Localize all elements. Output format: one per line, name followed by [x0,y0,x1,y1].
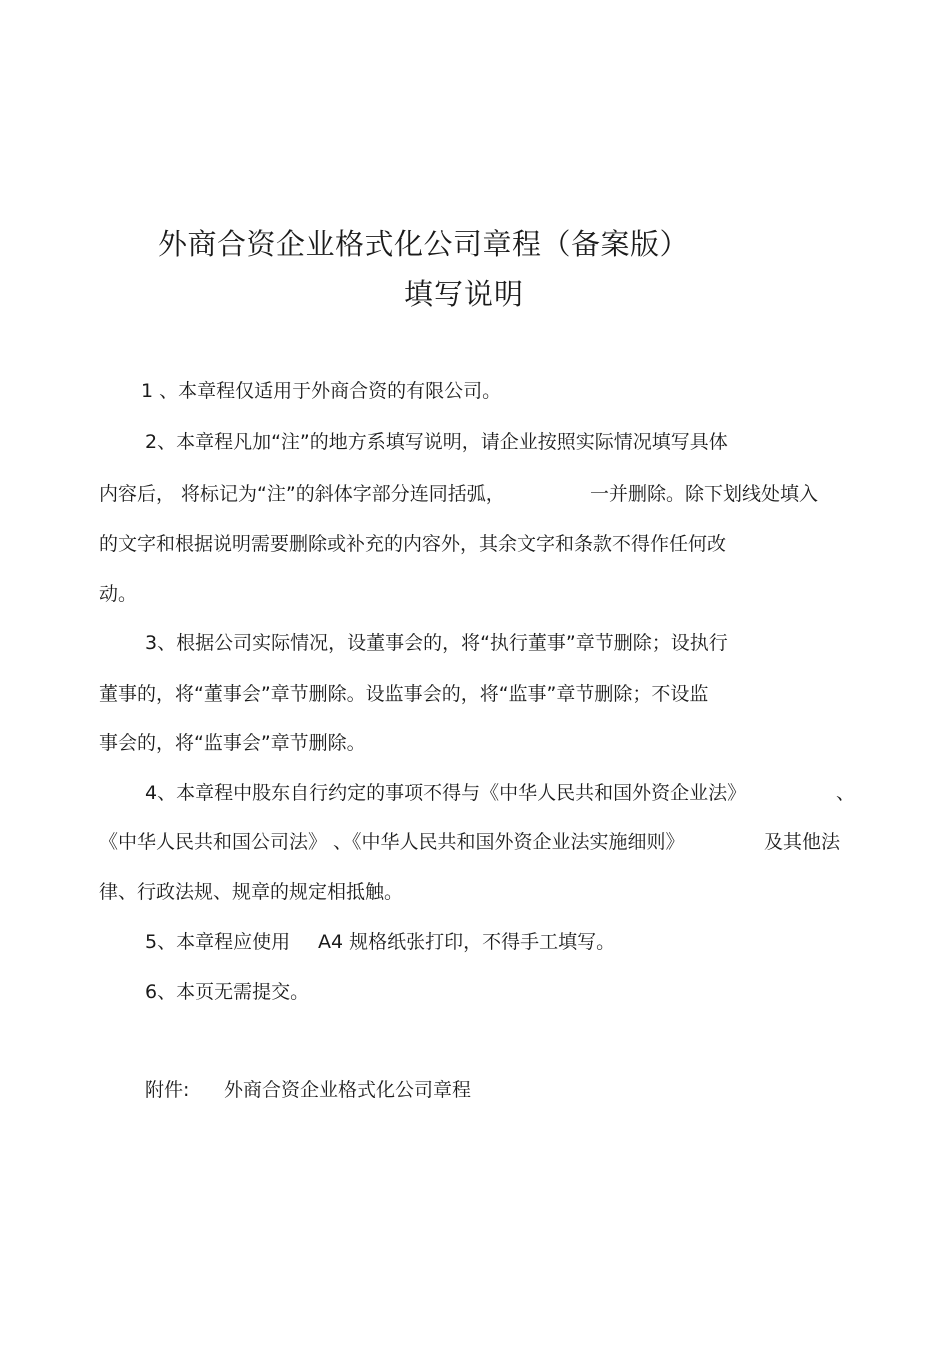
instruction-item-5-b: A4 规格纸张打印，不得手工填写。 [318,931,616,953]
instruction-item-3-line-1: 3、根据公司实际情况，设董事会的，将“执行董事”章节删除；设执行 [145,632,728,654]
document-subtitle: 填写说明 [404,277,525,311]
document-title: 外商合资企业格式化公司章程（备案版） [158,227,690,261]
attachment-label: 附件: [145,1079,190,1101]
instruction-item-4-line-3: 律、行政法规、规章的规定相抵触。 [99,881,404,903]
instruction-item-2-line-2-a: 内容后， 将标记为“注”的斜体字部分连同括弧， [99,483,505,505]
instruction-item-4-line-1-a: 4、本章程中股东自行约定的事项不得与《中华人民共和国外资企业法》 [145,782,747,804]
attachment-value: 外商合资企业格式化公司章程 [224,1079,472,1101]
instruction-item-3-line-2: 董事的，将“董事会”章节删除。设监事会的，将“监事”章节删除；不设监 [99,683,709,705]
instruction-item-2-line-3: 的文字和根据说明需要删除或补充的内容外，其余文字和条款不得作任何改 [99,533,727,555]
instruction-item-4-line-2-a: 《中华人民共和国公司法》 、《中华人民共和国外资企业法实施细则》 [99,831,685,853]
instruction-item-4-line-2-b: 及其他法 [764,831,841,853]
instruction-item-5-a: 5、本章程应使用 [145,931,291,953]
instruction-item-2-line-2-b: 一并删除。除下划线处填入 [590,483,819,505]
instruction-item-1: 1 、本章程仅适用于外商合资的有限公司。 [141,380,502,402]
instruction-item-6: 6、本页无需提交。 [145,981,310,1003]
instruction-item-2-line-1: 2、本章程凡加“注”的地方系填写说明，请企业按照实际情况填写具体 [145,431,728,453]
instruction-item-2-line-4: 动。 [99,583,138,605]
instruction-item-4-line-1-b: 、 [836,782,856,804]
instruction-item-3-line-3: 事会的，将“监事会”章节删除。 [99,732,366,754]
